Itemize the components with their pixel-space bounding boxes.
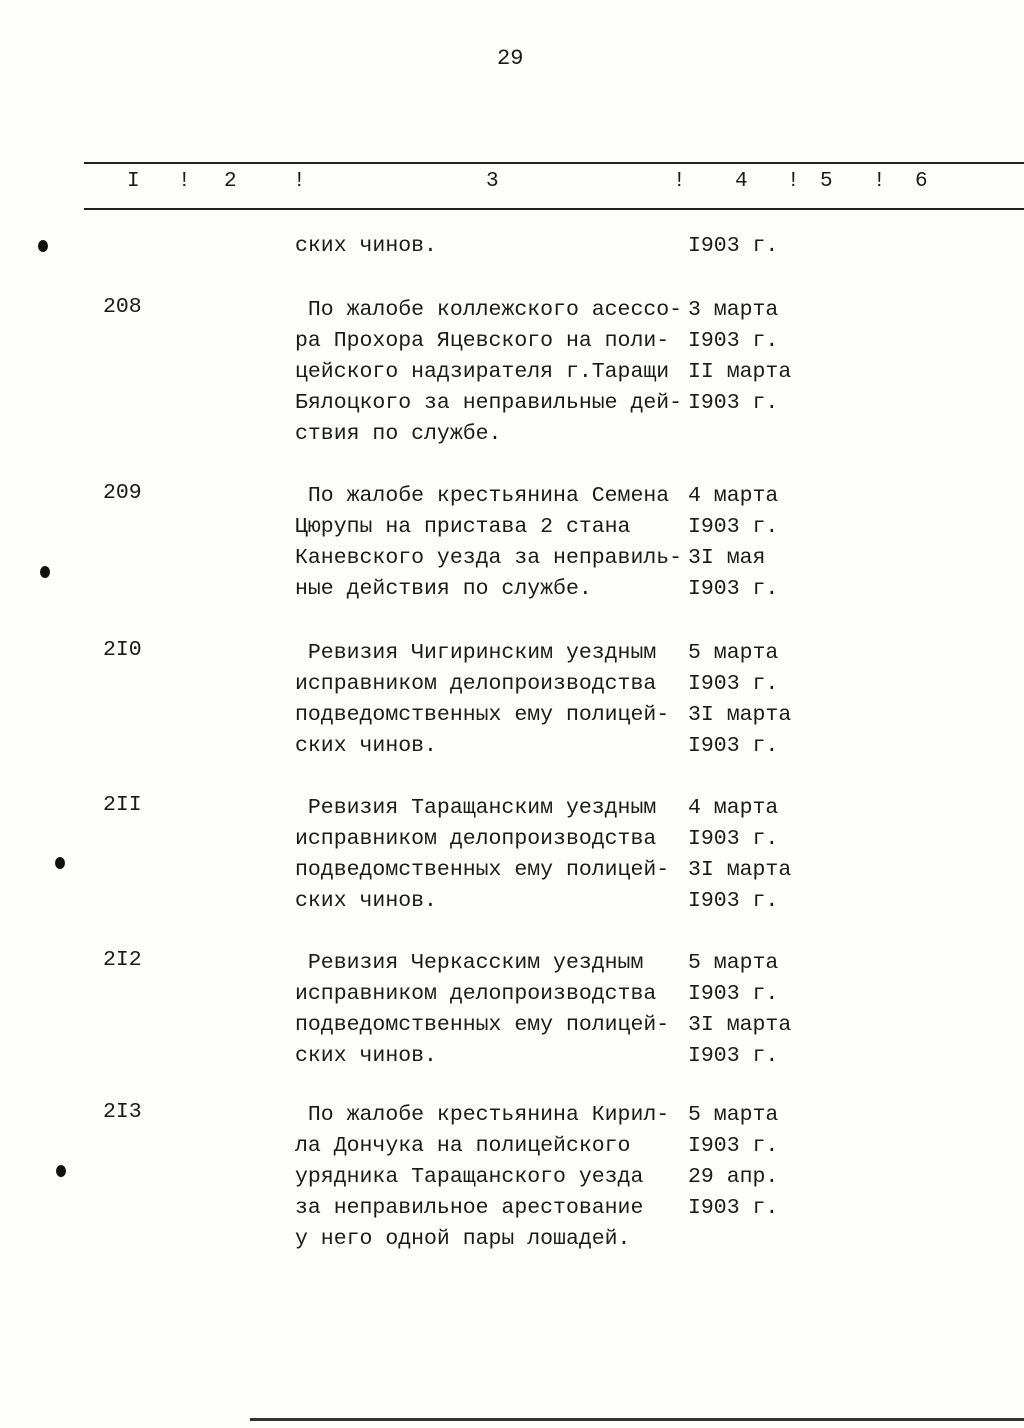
date-line: 5 марта bbox=[688, 951, 779, 975]
punch-hole-mark bbox=[56, 1165, 66, 1177]
description-line: исправником делопроизводства bbox=[295, 827, 657, 851]
column-header-label: 4 bbox=[735, 170, 748, 193]
column-header-label: 3 bbox=[486, 170, 499, 193]
description-line: Ревизия Чигиринским уездным bbox=[295, 641, 657, 665]
entry-number: 2II bbox=[103, 793, 142, 817]
date-line: I903 г. bbox=[688, 734, 779, 758]
description-line: Ревизия Черкасским уездным bbox=[295, 951, 644, 975]
date-line: I903 г. bbox=[688, 515, 779, 539]
column-separator: ! bbox=[873, 170, 886, 193]
date-line: 4 марта bbox=[688, 484, 779, 508]
description-line: По жалобе крестьянина Кирил- bbox=[295, 1103, 670, 1127]
description-line: Бялоцкого за неправильные дей- bbox=[295, 391, 683, 415]
date-line: 4 марта bbox=[688, 796, 779, 820]
date-line: I903 г. bbox=[688, 577, 779, 601]
entry-dates bbox=[688, 231, 778, 262]
entry-description bbox=[295, 793, 669, 917]
description-line: подведомственных ему полицей- bbox=[295, 1013, 670, 1037]
entry-dates bbox=[688, 1100, 778, 1224]
description-line: Ревизия Таращанским уездным bbox=[295, 796, 657, 820]
description-line: Цюрупы на пристава 2 стана bbox=[295, 515, 631, 539]
date-line: II марта bbox=[688, 360, 792, 384]
entry-description bbox=[295, 231, 437, 262]
date-line: 3I мая bbox=[688, 546, 766, 570]
date-line: I903 г. bbox=[688, 827, 779, 851]
description-line: ра Прохора Яцевского на поли- bbox=[295, 329, 670, 353]
date-line: I903 г. bbox=[688, 889, 779, 913]
entry-number: 2I3 bbox=[103, 1100, 142, 1124]
date-line: I903 г. bbox=[688, 391, 779, 415]
entry-description bbox=[295, 638, 669, 762]
description-line: у него одной пары лошадей. bbox=[295, 1227, 631, 1251]
punch-hole-mark bbox=[55, 857, 65, 869]
date-line: I903 г. bbox=[688, 234, 779, 258]
date-line: I903 г. bbox=[688, 1134, 779, 1158]
date-line: I903 г. bbox=[688, 982, 779, 1006]
entry-description bbox=[295, 295, 682, 450]
date-line: I903 г. bbox=[688, 1196, 779, 1220]
entry-dates bbox=[688, 295, 791, 419]
column-header-label: I bbox=[127, 170, 140, 193]
description-line: По жалобе крестьянина Семена bbox=[295, 484, 670, 508]
date-line: I903 г. bbox=[688, 672, 779, 696]
bottom-edge-rule bbox=[250, 1418, 1024, 1421]
description-line: подведомственных ему полицей- bbox=[295, 858, 670, 882]
date-line: 3I марта bbox=[688, 858, 792, 882]
entry-description bbox=[295, 481, 682, 605]
entry-dates bbox=[688, 638, 791, 762]
punch-hole-mark bbox=[40, 566, 50, 578]
column-separator: ! bbox=[178, 170, 191, 193]
entry-description bbox=[295, 948, 669, 1072]
description-line: ских чинов. bbox=[295, 234, 437, 258]
column-header-label: 5 bbox=[820, 170, 833, 193]
description-line: Каневского уезда за неправиль- bbox=[295, 546, 683, 570]
column-separator: ! bbox=[787, 170, 800, 193]
date-line: 5 марта bbox=[688, 641, 779, 665]
entry-number: 2I0 bbox=[103, 638, 142, 662]
entry-number: 208 bbox=[103, 295, 142, 319]
entry-number: 2I2 bbox=[103, 948, 142, 972]
column-header-label: 2 bbox=[224, 170, 237, 193]
entry-dates bbox=[688, 948, 791, 1072]
description-line: ских чинов. bbox=[295, 889, 437, 913]
entry-dates bbox=[688, 481, 778, 605]
description-line: подведомственных ему полицей- bbox=[295, 703, 670, 727]
date-line: I903 г. bbox=[688, 329, 779, 353]
date-line: 3 марта bbox=[688, 298, 779, 322]
date-line: 3I марта bbox=[688, 703, 792, 727]
description-line: ла Дончука на полицейского bbox=[295, 1134, 631, 1158]
date-line: I903 г. bbox=[688, 1044, 779, 1068]
header-top-rule bbox=[84, 162, 1024, 164]
description-line: исправником делопроизводства bbox=[295, 672, 657, 696]
entry-number: 209 bbox=[103, 481, 142, 505]
description-line: исправником делопроизводства bbox=[295, 982, 657, 1006]
description-line: за неправильное арестование bbox=[295, 1196, 644, 1220]
description-line: ствия по службе. bbox=[295, 422, 502, 446]
description-line: урядника Таращанского уезда bbox=[295, 1165, 644, 1189]
description-line: цейского надзирателя г.Таращи bbox=[295, 360, 670, 384]
entry-description bbox=[295, 1100, 669, 1255]
date-line: 29 апр. bbox=[688, 1165, 779, 1189]
description-line: ских чинов. bbox=[295, 734, 437, 758]
date-line: 3I марта bbox=[688, 1013, 792, 1037]
header-bottom-rule bbox=[84, 208, 1024, 210]
entry-dates bbox=[688, 793, 791, 917]
punch-hole-mark bbox=[38, 240, 48, 252]
column-header-label: 6 bbox=[915, 170, 928, 193]
description-line: ные действия по службе. bbox=[295, 577, 592, 601]
page-number: 29 bbox=[497, 46, 524, 71]
description-line: По жалобе коллежского асессо- bbox=[295, 298, 683, 322]
description-line: ских чинов. bbox=[295, 1044, 437, 1068]
column-separator: ! bbox=[673, 170, 686, 193]
date-line: 5 марта bbox=[688, 1103, 779, 1127]
column-separator: ! bbox=[293, 170, 306, 193]
